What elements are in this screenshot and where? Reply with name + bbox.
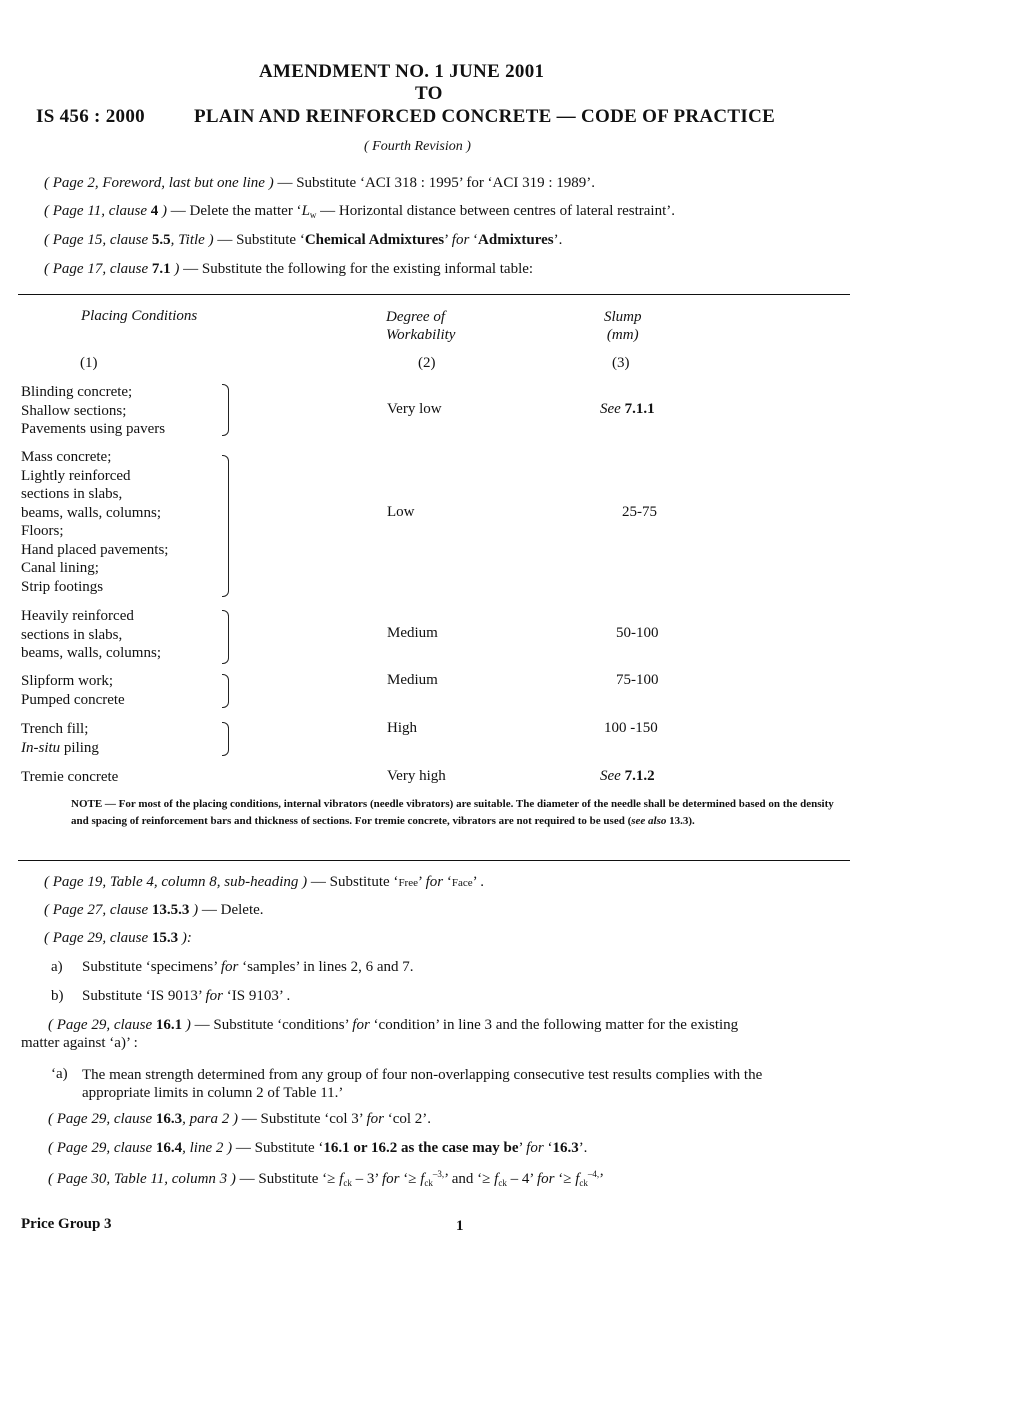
- condition-line: Pumped concrete: [21, 691, 125, 708]
- bold-term: 16.1 or 16.2 as the case may be: [323, 1140, 519, 1156]
- amendment-page29-16-1: [48, 1017, 738, 1034]
- amendment-page17: [44, 261, 533, 278]
- amendment-ref-end: , para 2 ): [182, 1111, 238, 1127]
- amendment-text: ‘≥: [554, 1171, 576, 1187]
- standard-number: IS 456 : 2000: [36, 106, 145, 127]
- quote-line: The mean strength determined from any group of four non-overlapping consecutive test results complies with the: [82, 1067, 763, 1083]
- amendment-text: — Substitute ‘ACI 318 : 1995’ for ‘ACI 319 : 1989’.: [273, 175, 596, 191]
- condition-line: Trench fill;: [21, 721, 89, 737]
- amendment-text: ’: [599, 1171, 605, 1187]
- condition-line: Floors;: [21, 523, 64, 539]
- clause-number: 7.1: [151, 261, 171, 277]
- quote-label: ‘a): [51, 1066, 68, 1082]
- amendment-text: — Substitute ‘≥: [235, 1171, 340, 1187]
- slump-cell: [600, 401, 655, 418]
- face-word: Face: [451, 877, 473, 889]
- header-line: (mm): [606, 327, 639, 343]
- to-heading: TO: [415, 83, 443, 104]
- amendment-text: ‘: [443, 874, 452, 890]
- for-word: for: [205, 988, 223, 1004]
- symbol-f: f: [575, 1171, 580, 1187]
- brace-row-4: [222, 674, 229, 708]
- amendment-text: — Substitute ‘: [232, 1140, 324, 1156]
- for-word: for: [366, 1111, 384, 1127]
- for-word: for: [536, 1171, 555, 1187]
- symbol-subscript: w: [309, 210, 317, 220]
- amendment-text: ’: [417, 874, 426, 890]
- clause-number: 16.3: [155, 1111, 183, 1127]
- note-text: 13.3).: [666, 815, 695, 827]
- item-text: ‘IS 9103’ .: [223, 988, 291, 1004]
- bold-term: Chemical Admixtures: [304, 232, 445, 248]
- condition-line: Slipform work;: [21, 673, 114, 689]
- column-number-3: (3): [612, 355, 630, 371]
- amendment-text: — Substitute the following for the existing informal table:: [179, 261, 534, 277]
- brace-row-5: [222, 722, 229, 756]
- header-degree-of-workability: [386, 308, 455, 344]
- quote-line: appropriate limits in column 2 of Table 11.’: [82, 1085, 344, 1101]
- header-placing-conditions: Placing Conditions: [81, 308, 198, 324]
- clause-number: 13.5.3: [151, 902, 190, 918]
- table-row-conditions: [21, 607, 161, 663]
- amendment-ref: ( Page 17, clause: [44, 261, 152, 277]
- amendment-text: — Substitute ‘col 3’: [237, 1111, 367, 1127]
- amendment-text: – 3’: [351, 1171, 382, 1187]
- symbol-f: f: [494, 1171, 499, 1187]
- symbol-subscript: ck: [424, 1178, 433, 1188]
- amendment-ref-end: , line 2 ): [182, 1140, 233, 1156]
- table-row-conditions: [21, 768, 118, 787]
- free-word: Free: [398, 877, 418, 889]
- for-word: for: [220, 959, 239, 975]
- workability-cell: Low: [387, 504, 415, 520]
- symbol-superscript: –4,: [587, 1169, 600, 1179]
- brace-row-2: [222, 455, 229, 597]
- condition-line: Canal lining;: [21, 560, 99, 576]
- amendment-text: — Substitute ‘conditions’: [190, 1017, 353, 1033]
- condition-line: Lightly reinforced: [21, 467, 131, 484]
- condition-line: Mass concrete;: [21, 449, 112, 465]
- clause-number: 4: [150, 203, 159, 219]
- workability-cell: Very low: [387, 401, 442, 417]
- workability-cell: Medium: [387, 672, 438, 688]
- amendment-ref: ( Page 29, clause: [48, 1017, 156, 1033]
- header-line: Slump: [604, 309, 642, 325]
- amendment-ref: ( Page 11, clause: [44, 203, 151, 219]
- amendment-ref: ( Page 29, clause: [48, 1140, 156, 1156]
- symbol-subscript: ck: [579, 1178, 588, 1188]
- symbol-f: f: [339, 1171, 344, 1187]
- table-row-conditions: [21, 672, 125, 709]
- amendment-text: ‘col 2’.: [383, 1111, 432, 1127]
- condition-line: sections in slabs,: [21, 486, 123, 502]
- condition-line: beams, walls, columns;: [21, 645, 161, 661]
- item-text: ‘samples’ in lines 2, 6 and 7.: [238, 959, 414, 975]
- header-line: Workability: [386, 327, 456, 343]
- amendment-ref-end: ): [182, 1017, 191, 1033]
- amendment-text: – 4’: [506, 1171, 537, 1187]
- workability-cell: Medium: [387, 625, 438, 641]
- amendment-ref-end: ): [189, 902, 199, 918]
- workability-cell: Very high: [387, 768, 446, 784]
- see-word: See: [600, 401, 625, 417]
- workability-cell: High: [387, 720, 417, 736]
- table-row-conditions: [21, 448, 168, 596]
- quote-text: [82, 1066, 762, 1102]
- revision-label: ( Fourth Revision ): [364, 139, 471, 154]
- condition-line: sections in slabs,: [21, 626, 123, 643]
- amendment-ref: ( Page 29, clause: [48, 1111, 156, 1127]
- amendment-text: ‘≥: [399, 1171, 421, 1187]
- item-b-text: [82, 988, 290, 1005]
- amendment-text: — Substitute ‘: [213, 232, 305, 248]
- amendment-ref: ( Page 27, clause: [44, 902, 152, 918]
- for-word: for: [352, 1017, 370, 1033]
- amendment-text: ‘condition’ in line 3 and the following matter for the existing: [369, 1017, 739, 1033]
- slump-cell: 75-100: [616, 672, 659, 688]
- for-word: for: [451, 232, 470, 248]
- amendment-ref-end: , Title ): [170, 232, 214, 248]
- bold-term: Admixtures: [478, 232, 554, 248]
- amendment-ref-end: ):: [178, 930, 192, 946]
- amendment-page15: [44, 232, 562, 249]
- amendment-text: ‘: [543, 1140, 553, 1156]
- header-slump: [604, 308, 642, 344]
- clause-number: 15.3: [151, 930, 179, 946]
- condition-text: piling: [60, 739, 99, 756]
- amendment-text: — Delete the matter ‘: [167, 203, 302, 219]
- condition-line: Blinding concrete;: [21, 384, 133, 400]
- amendment-page29-16-4: [48, 1140, 587, 1157]
- column-number-2: (2): [418, 355, 436, 371]
- see-also: see also: [631, 815, 667, 827]
- in-situ-word: In-situ: [21, 739, 61, 756]
- condition-line: Hand placed pavements;: [21, 541, 169, 558]
- condition-line: Tremie concrete: [21, 769, 119, 785]
- amendment-ref: ( Page 19, Table 4, column 8, sub-heading ): [44, 874, 308, 890]
- clause-ref: 7.1.1: [624, 401, 655, 417]
- amendment-text: ‘: [469, 232, 479, 248]
- clause-number: 16.4: [155, 1140, 183, 1156]
- amendment-text: — Substitute ‘: [307, 874, 399, 890]
- note-text: NOTE — For most of the placing conditions, internal vibrators (needle vibrators) are suitable. The diameter of the needle shall be determined based on the density and spacing of reinforcement bars and thickness of sections. For tremie concrete, vibrators are not required to be used (: [71, 798, 834, 827]
- price-group: Price Group 3: [21, 1216, 112, 1232]
- amendment-page29-16-1-cont: matter against ‘a)’ :: [21, 1035, 138, 1051]
- amendment-text: — Delete.: [198, 902, 264, 918]
- amendment-ref-end: ): [158, 203, 168, 219]
- table-row-conditions: [21, 383, 165, 439]
- brace-row-1: [222, 384, 229, 436]
- amendment-page11: [44, 203, 675, 220]
- table-row-conditions: [21, 720, 99, 757]
- clause-number: 5.5: [151, 232, 171, 248]
- brace-row-3: [222, 610, 229, 664]
- amendment-page19: [44, 874, 484, 891]
- table-top-rule: [18, 294, 850, 295]
- amendment-page2: [44, 175, 595, 192]
- bold-term: 16.3: [552, 1140, 579, 1156]
- standard-title: PLAIN AND REINFORCED CONCRETE — CODE OF PRACTICE: [194, 106, 776, 127]
- amendment-text: ’: [444, 232, 452, 248]
- for-word: for: [381, 1171, 400, 1187]
- symbol-subscript: ck: [498, 1178, 507, 1188]
- clause-ref: 7.1.2: [624, 768, 655, 784]
- amendment-ref: ( Page 30, Table 11, column 3 ): [48, 1171, 236, 1187]
- page-number: 1: [456, 1218, 464, 1234]
- see-word: See: [600, 768, 625, 784]
- amendment-page29-16-3: [48, 1111, 431, 1128]
- slump-cell: 25-75: [622, 504, 657, 520]
- amendment-text: ’ and ‘≥: [444, 1171, 495, 1187]
- item-a-label: a): [51, 959, 63, 975]
- item-a-text: [82, 959, 414, 976]
- amendment-text: ’ .: [472, 874, 485, 890]
- amendment-page30: [48, 1169, 604, 1188]
- symbol-l: L: [301, 203, 310, 219]
- amendment-text: ’.: [578, 1140, 588, 1156]
- header-line: Degree of: [386, 309, 446, 325]
- condition-line: Shallow sections;: [21, 402, 127, 419]
- amendment-page29-15-3: [44, 930, 192, 947]
- table-note: [71, 796, 841, 830]
- item-text: Substitute ‘IS 9013’: [82, 988, 206, 1004]
- amendment-text: ’.: [553, 232, 563, 248]
- item-text: Substitute ‘specimens’: [82, 959, 221, 975]
- item-b-label: b): [51, 988, 64, 1004]
- table-bottom-rule: [18, 860, 850, 861]
- amendment-heading: AMENDMENT NO. 1 JUNE 2001: [259, 61, 545, 82]
- symbol-f: f: [420, 1171, 425, 1187]
- symbol-superscript: –3,: [432, 1169, 445, 1179]
- slump-cell: 50-100: [616, 625, 659, 641]
- for-word: for: [425, 874, 444, 890]
- amendment-text: ’: [518, 1140, 527, 1156]
- clause-number: 16.1: [155, 1017, 183, 1033]
- slump-cell: 100 -150: [604, 720, 658, 736]
- slump-cell: [600, 768, 655, 785]
- condition-line: Pavements using pavers: [21, 421, 166, 437]
- condition-line: [21, 739, 99, 758]
- column-number-1: (1): [80, 355, 98, 371]
- symbol-subscript: ck: [343, 1178, 352, 1188]
- condition-line: Strip footings: [21, 578, 104, 595]
- for-word: for: [526, 1140, 544, 1156]
- amendment-ref: ( Page 2, Foreword, last but one line ): [44, 175, 274, 191]
- condition-line: Heavily reinforced: [21, 608, 134, 624]
- amendment-page27: [44, 902, 264, 919]
- amendment-ref-end: ): [170, 261, 180, 277]
- amendment-ref: ( Page 29, clause: [44, 930, 152, 946]
- amendment-text: — Horizontal distance between centres of lateral restraint’.: [316, 203, 675, 219]
- amendment-ref: ( Page 15, clause: [44, 232, 152, 248]
- condition-line: beams, walls, columns;: [21, 504, 161, 521]
